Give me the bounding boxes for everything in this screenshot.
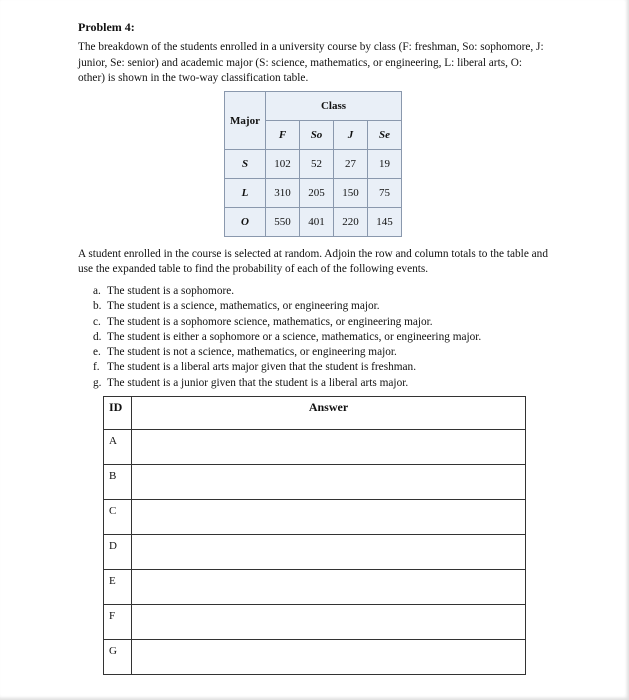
problem-title: Problem 4:: [78, 20, 135, 34]
table-cell: 19: [368, 150, 402, 179]
table-cell: 310: [266, 179, 300, 208]
list-item: [93, 284, 481, 299]
item-text: The student is a junior given that the student is a liberal arts major.: [107, 376, 409, 389]
answer-id: E: [104, 570, 132, 605]
table-cell: 27: [334, 150, 368, 179]
item-text: The student is a sophomore science, mathematics, or engineering major.: [107, 315, 433, 328]
table-row: [225, 208, 402, 237]
row-header: S: [225, 150, 266, 179]
item-letter: g.: [93, 376, 102, 389]
answer-cell[interactable]: [132, 605, 526, 640]
table-cell: 75: [368, 179, 402, 208]
item-text: The student is a sophomore.: [107, 285, 235, 297]
item-letter: b.: [93, 300, 102, 313]
answer-id: A: [104, 430, 132, 465]
item-letter: e.: [93, 346, 101, 359]
answer-row: [104, 465, 526, 500]
table-cell: 205: [300, 179, 334, 208]
answer-id: B: [104, 465, 132, 500]
column-header: So: [300, 121, 334, 150]
table-cell: 145: [368, 208, 402, 237]
answer-cell[interactable]: [132, 500, 526, 535]
answer-table: [103, 396, 526, 675]
list-item: [93, 376, 481, 391]
row-header: L: [225, 179, 266, 208]
answer-id: F: [104, 605, 132, 640]
item-text: The student is not a science, mathematics, or engineering major.: [107, 346, 397, 359]
table-cell: 401: [300, 208, 334, 237]
table-cell: 150: [334, 179, 368, 208]
answer-row: [104, 605, 526, 640]
answer-row: [104, 640, 526, 675]
event-list: [93, 284, 481, 391]
table-row: [225, 179, 402, 208]
answer-id: G: [104, 640, 132, 675]
item-letter: a.: [93, 285, 101, 297]
answer-row: [104, 430, 526, 465]
table-cell: 220: [334, 208, 368, 237]
list-item: [93, 345, 481, 360]
item-letter: d.: [93, 330, 102, 343]
answer-id: C: [104, 500, 132, 535]
item-text: The student is a liberal arts major given that the student is freshman.: [107, 361, 417, 374]
answer-cell[interactable]: [132, 535, 526, 570]
item-letter: c.: [93, 315, 101, 328]
classification-table: [224, 91, 402, 237]
list-item: [93, 315, 481, 330]
class-header: Class: [266, 92, 402, 121]
table-cell: 550: [266, 208, 300, 237]
answer-cell[interactable]: [132, 465, 526, 500]
id-header: ID: [104, 397, 132, 430]
list-item: [93, 299, 481, 314]
item-text: The student is either a sophomore or a science, mathematics, or engineering major.: [107, 330, 482, 343]
list-item: [93, 360, 481, 375]
answer-header: Answer: [132, 397, 526, 430]
table-row: [225, 150, 402, 179]
answer-row: [104, 570, 526, 605]
row-header: O: [225, 208, 266, 237]
answer-id: D: [104, 535, 132, 570]
list-item: [93, 330, 481, 345]
answer-cell[interactable]: [132, 640, 526, 675]
column-header: Se: [368, 121, 402, 150]
answer-cell[interactable]: [132, 570, 526, 605]
answer-row: [104, 500, 526, 535]
table-cell: 102: [266, 150, 300, 179]
item-letter: f.: [93, 361, 100, 374]
column-header: J: [334, 121, 368, 150]
table-cell: 52: [300, 150, 334, 179]
intro-paragraph: The breakdown of the students enrolled in a university course by class (F: freshman, So: sophomore, J: junior, Se: senior) and academic major (S: science, mathematics, or engineering, L: liberal arts, O: other) is shown in the two-way classification table.: [78, 41, 544, 84]
answer-cell[interactable]: [132, 430, 526, 465]
answer-row: [104, 535, 526, 570]
major-header: Major: [225, 92, 266, 150]
column-header: F: [266, 121, 300, 150]
question-paragraph: A student enrolled in the course is selected at random. Adjoin the row and column totals to the table and use the expanded table to find the probability of each of the following events.: [78, 248, 548, 275]
item-text: The student is a science, mathematics, or engineering major.: [107, 300, 380, 313]
